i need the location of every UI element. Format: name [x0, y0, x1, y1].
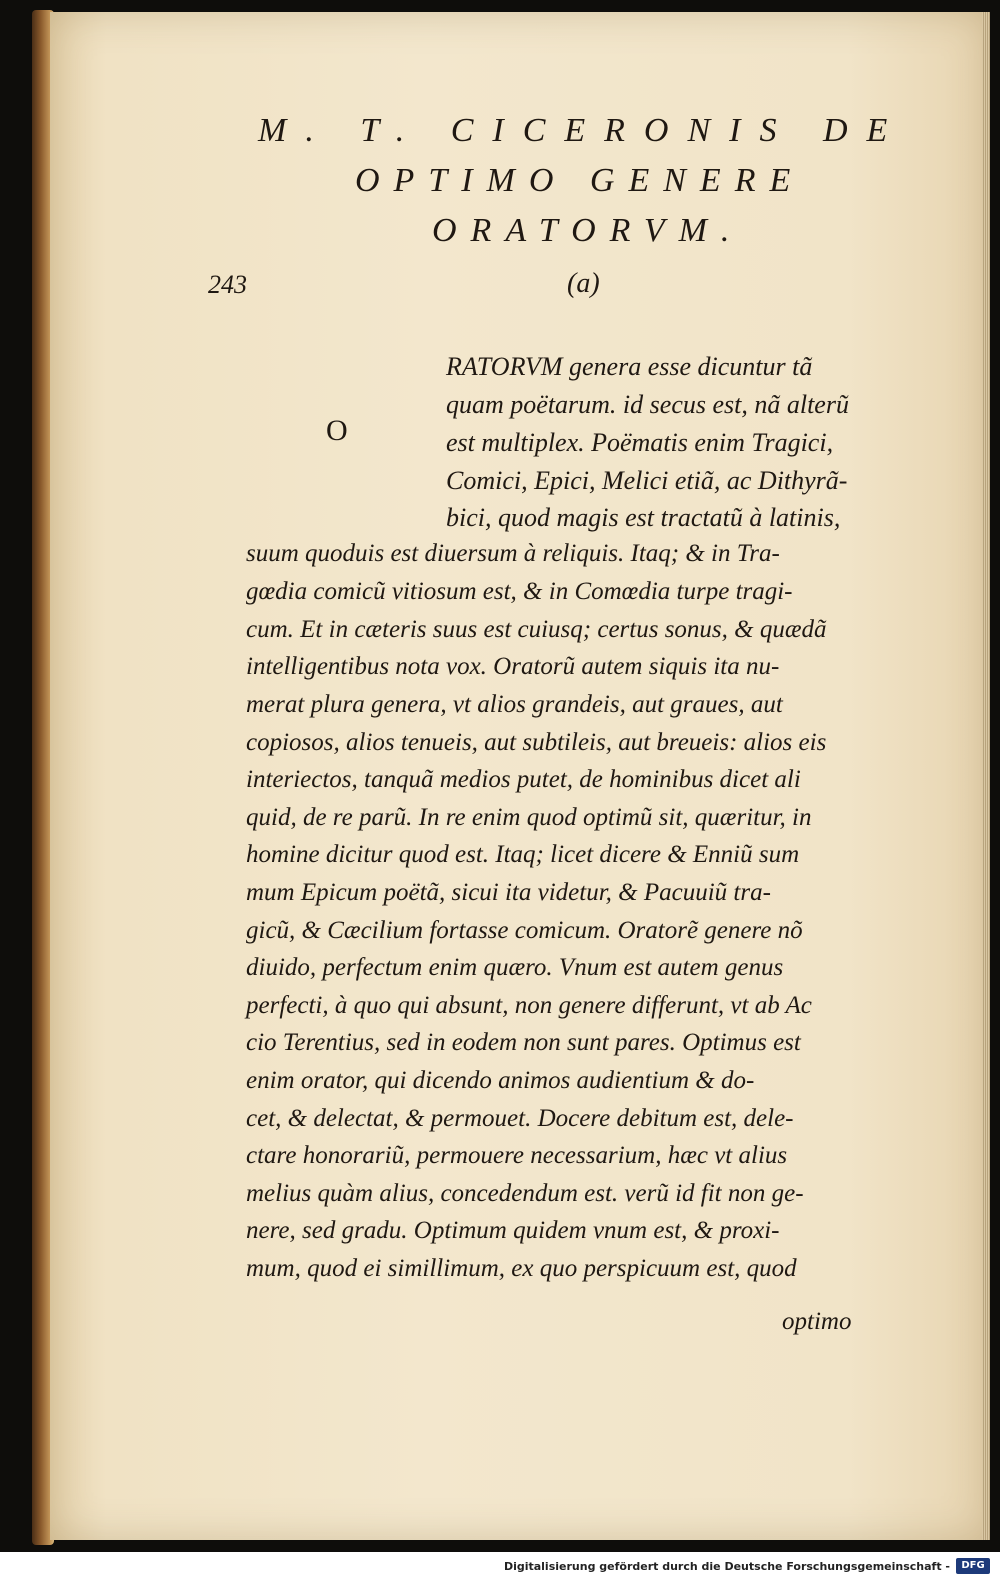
- drop-capital: O: [326, 414, 348, 447]
- body-line: merat plura genera, vt alios grandeis, aut graues, aut: [246, 691, 783, 718]
- body-line: gœdia comicũ vitiosum est, & in Comœdia turpe tragi-: [246, 578, 793, 605]
- dfg-logo: DFG: [956, 1558, 990, 1574]
- body-line: cum. Et in cæteris suus est cuiusq; certus sonus, & quædã: [246, 616, 827, 643]
- body-line: cio Terentius, sed in eodem non sunt pares. Optimus est: [246, 1029, 801, 1056]
- footer-credit-text: Digitalisierung gefördert durch die Deutsche Forschungsgemeinschaft -: [503, 1560, 950, 1573]
- catchword: optimo: [782, 1308, 852, 1335]
- body-line: diuido, perfectum enim quæro. Vnum est autem genus: [246, 954, 784, 981]
- title-line-2: OPTIMO GENERE: [355, 162, 805, 199]
- body-line: nere, sed gradu. Optimum quidem vnum est, & proxi-: [246, 1217, 780, 1244]
- body-line: quam poëtarum. id secus est, nã alterũ: [446, 390, 849, 419]
- body-line: suum quoduis est diuersum à reliquis. Itaq; & in Tra-: [246, 540, 780, 567]
- page-fore-edge: [982, 12, 990, 1540]
- section-mark: (a): [567, 268, 600, 299]
- body-line: quid, de re parũ. In re enim quod optimũ sit, quæritur, in: [246, 804, 812, 831]
- body-line: est multiplex. Poëmatis enim Tragici,: [446, 428, 834, 457]
- digitization-footer: [0, 1552, 1000, 1586]
- body-line: mum Epicum poëtã, sicui ita videtur, & Pacuuiũ tra-: [246, 879, 771, 906]
- body-line: melius quàm alius, concedendum est. verũ id fit non ge-: [246, 1180, 804, 1207]
- body-line: enim orator, qui dicendo animos audientium & do-: [246, 1067, 755, 1094]
- body-line: Comici, Epici, Melici etiã, ac Dithyrã-: [446, 466, 848, 495]
- body-line: RATORVM genera esse dicuntur tã: [446, 352, 813, 381]
- body-line: ctare honorariũ, permouere necessarium, hæc vt alius: [246, 1142, 788, 1169]
- page-number: 243: [208, 270, 247, 299]
- title-line-1: M. T. CICERONIS DE: [258, 112, 907, 149]
- title-line-3: ORATORVM.: [432, 212, 744, 249]
- body-line: copiosos, alios tenueis, aut subtileis, aut breueis: alios eis: [246, 729, 827, 756]
- body-line: intelligentibus nota vox. Oratorũ autem siquis ita nu-: [246, 653, 780, 680]
- body-line: interiectos, tanquã medios putet, de hominibus dicet ali: [246, 766, 801, 793]
- body-line: cet, & delectat, & permouet. Docere debitum est, dele-: [246, 1105, 794, 1132]
- body-line: homine dicitur quod est. Itaq; licet dicere & Enniũ sum: [246, 841, 800, 868]
- body-line: bici, quod magis est tractatũ à latinis,: [446, 503, 841, 532]
- body-line: perfecti, à quo qui absunt, non genere differunt, vt ab Ac: [246, 992, 812, 1019]
- body-line: mum, quod ei simillimum, ex quo perspicuum est, quod: [246, 1255, 797, 1282]
- body-line: gicũ, & Cæcilium fortasse comicum. Oratorẽ genere nõ: [246, 917, 803, 944]
